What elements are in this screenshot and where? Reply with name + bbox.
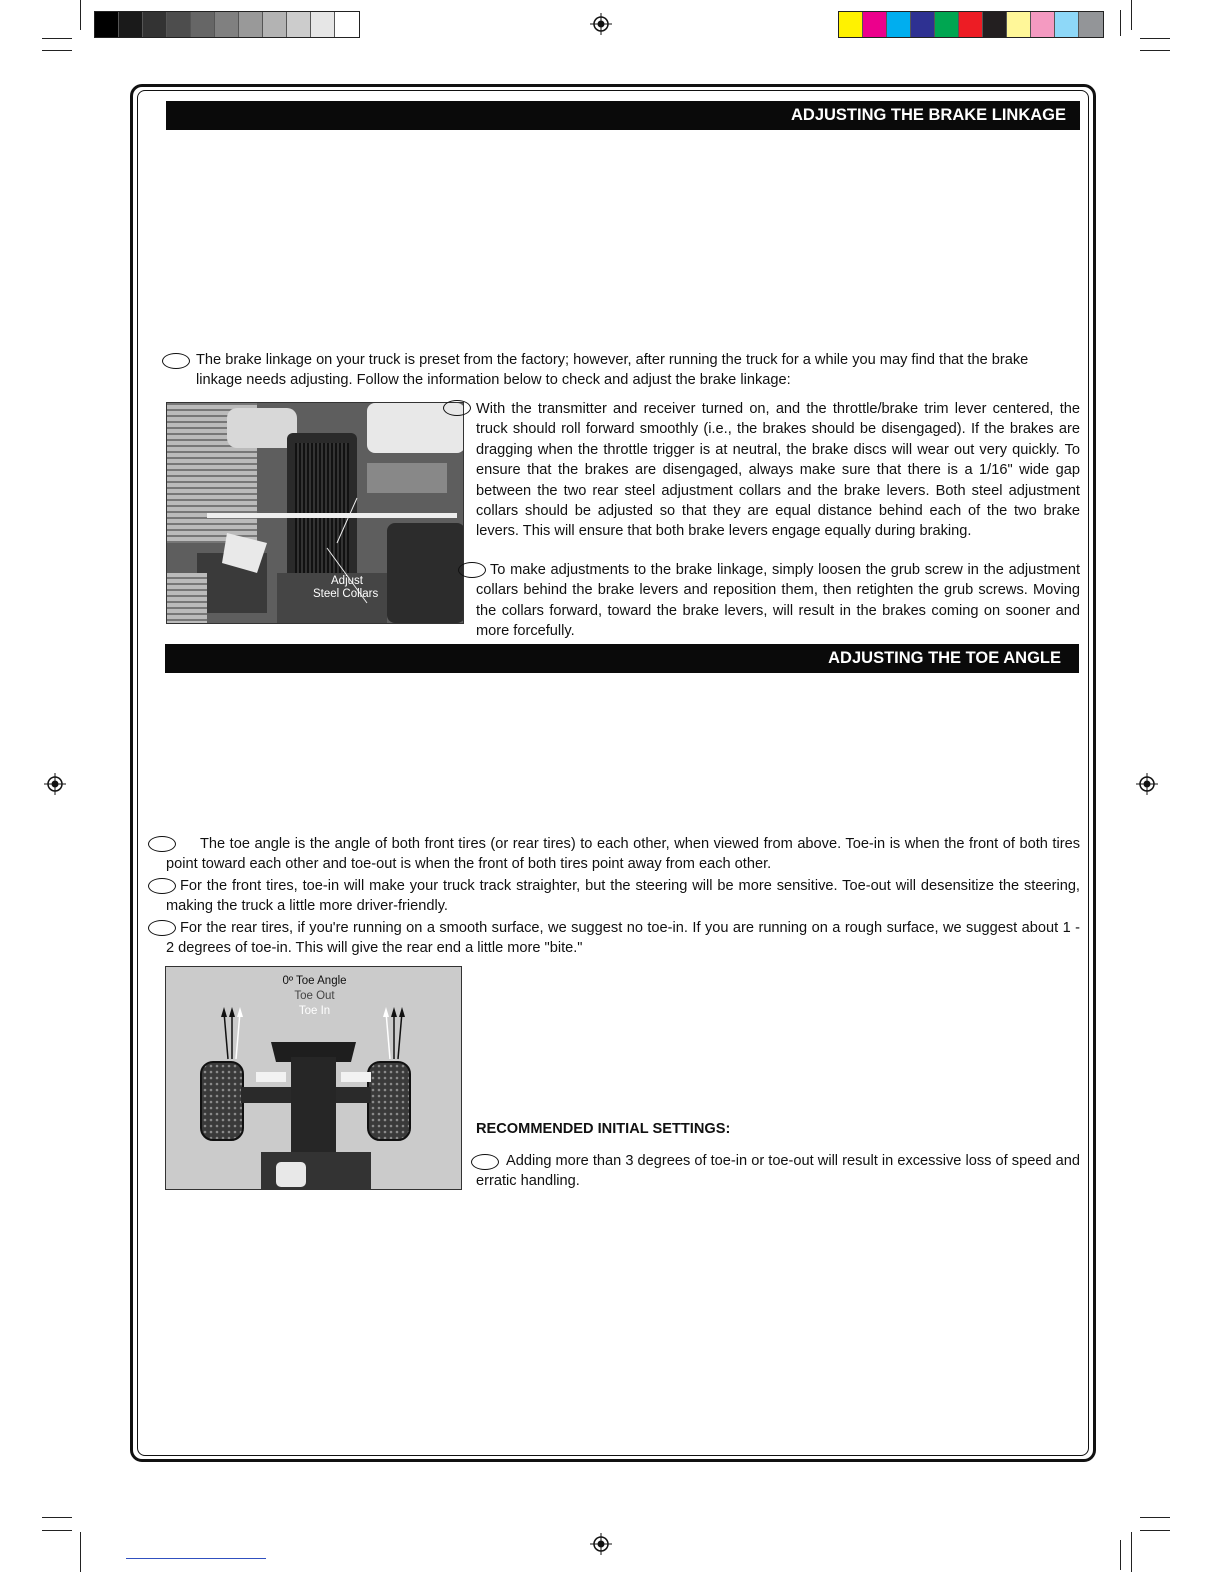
- toe-section-title: ADJUSTING THE TOE ANGLE: [828, 649, 1061, 667]
- crop-mark: [42, 1530, 72, 1531]
- calibration-swatch: [311, 12, 335, 37]
- brake-intro-text: The brake linkage on your truck is preset from the factory; however, after running the truck for a while you may find that the brake linkage needs adjusting. Follow the information below to check and adjust the brake linkage:: [196, 352, 1029, 389]
- photo-label-adjust: Adjust: [331, 575, 363, 587]
- calibration-swatch: [911, 12, 935, 37]
- color-calibration-bar: [838, 11, 1104, 38]
- underline-mark: [126, 1558, 266, 1559]
- registration-mark-icon: [590, 13, 612, 35]
- calibration-swatch: [863, 12, 887, 37]
- calibration-swatch: [167, 12, 191, 37]
- brake-linkage-photo: [166, 402, 464, 624]
- photo-label-toe-in: Toe In: [298, 1005, 331, 1017]
- crop-mark: [1140, 38, 1170, 39]
- calibration-swatch: [887, 12, 911, 37]
- toe-paragraph-1: The toe angle is the angle of both front tires (or rear tires) to each other, when viewed from above. Toe-in is when the front of both tires point toward each other and toe-out is when the front of both tires point away from each other.: [166, 836, 1080, 873]
- calibration-swatch: [119, 12, 143, 37]
- bullet-oval-icon: [162, 353, 190, 369]
- photo-label-toe-out: Toe Out: [294, 990, 335, 1002]
- calibration-swatch: [1031, 12, 1055, 37]
- photo-label-zero-toe: 0º Toe Angle: [282, 975, 347, 987]
- calibration-swatch: [143, 12, 167, 37]
- crop-mark: [80, 1532, 81, 1572]
- calibration-swatch: [95, 12, 119, 37]
- registration-mark-icon: [590, 1533, 612, 1555]
- crop-mark: [1131, 0, 1132, 30]
- gray-calibration-bar: [94, 11, 360, 38]
- crop-mark: [80, 0, 81, 30]
- photo-label-steel-collars: Steel Collars: [313, 588, 379, 600]
- calibration-swatch: [959, 12, 983, 37]
- registration-mark-icon: [1136, 773, 1158, 795]
- calibration-swatch: [1079, 12, 1103, 37]
- page-frame-inner: [137, 90, 1089, 1456]
- crop-mark: [42, 1517, 72, 1518]
- toe-paragraph-2: For the front tires, toe-in will make your truck track straighter, but the steering will be more sensitive. Toe-out will desensitize the steering, making the truck a little more driver-friendly.: [166, 878, 1080, 915]
- toe-paragraph-3: For the rear tires, if you're running on a smooth surface, we suggest no toe-in. If you are running on a rough surface, we suggest about 1 - 2 degrees of toe-in. This will give the rear end a little more "bite.": [166, 920, 1080, 957]
- crop-mark: [1120, 1540, 1121, 1570]
- calibration-swatch: [287, 12, 311, 37]
- calibration-swatch: [935, 12, 959, 37]
- crop-mark: [1140, 50, 1170, 51]
- recommended-settings-heading: RECOMMENDED INITIAL SETTINGS:: [476, 1121, 731, 1137]
- crop-mark: [1140, 1530, 1170, 1531]
- toe-section-header: [165, 644, 1079, 673]
- calibration-swatch: [335, 12, 359, 37]
- toe-angle-photo: [165, 966, 462, 1190]
- calibration-swatch: [1007, 12, 1031, 37]
- crop-mark: [1140, 1517, 1170, 1518]
- crop-mark: [42, 50, 72, 51]
- crop-mark: [42, 38, 72, 39]
- crop-mark: [1120, 10, 1121, 36]
- calibration-swatch: [191, 12, 215, 37]
- calibration-swatch: [839, 12, 863, 37]
- calibration-swatch: [263, 12, 287, 37]
- brake-step-1-text: With the transmitter and receiver turned on, and the throttle/brake trim lever centered, the truck should roll forward smoothly (i.e., the brakes should be disengaged). If the brakes are dragging when the throttle trigger is at neutral, the brake discs will wear out very quickly. To ensure that the brakes are disengaged, always make sure that there is a 1/16" wide gap between the two rear steel adjustment collars and the brake levers. Both steel adjustment collars should be adjusted so that they are equal distance behind each of the two brake levers. This will ensure that both brake levers engage equally during braking.: [476, 401, 1080, 540]
- calibration-swatch: [215, 12, 239, 37]
- recommended-settings-text: Adding more than 3 degrees of toe-in or toe-out will result in excessive loss of speed and erratic handling.: [476, 1153, 1080, 1190]
- crop-mark: [1131, 1532, 1132, 1572]
- calibration-swatch: [1055, 12, 1079, 37]
- calibration-swatch: [239, 12, 263, 37]
- bullet-oval-icon: [443, 400, 471, 416]
- registration-mark-icon: [44, 773, 66, 795]
- brake-section-title: ADJUSTING THE BRAKE LINKAGE: [790, 106, 1066, 124]
- brake-step-2-text: To make adjustments to the brake linkage, simply loosen the grub screw in the adjustment collars behind the brake levers and reposition them, then retighten the grub screws. Moving the collars forward, toward the brake levers, will result in the brakes coming on sooner and more forcefully.: [476, 562, 1080, 640]
- calibration-swatch: [983, 12, 1007, 37]
- brake-section-header: [166, 101, 1080, 130]
